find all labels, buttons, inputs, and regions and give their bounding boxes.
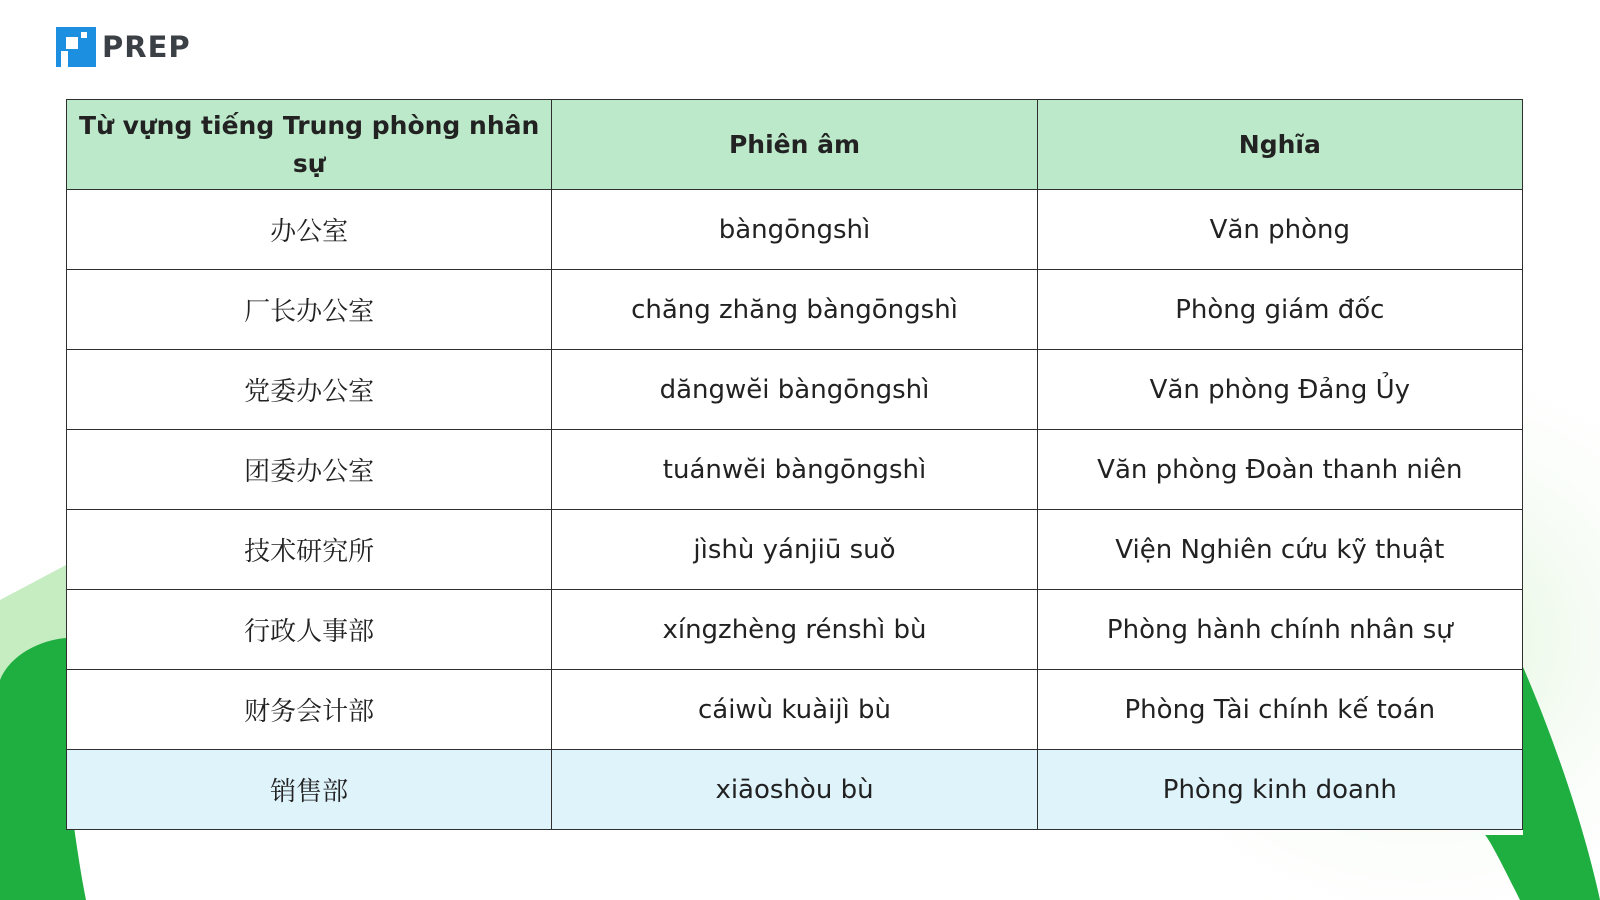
table-header-row: [67, 100, 1523, 190]
vocabulary-table: [66, 99, 1523, 830]
vocabulary-cell: 办公室: [67, 190, 552, 270]
meaning-cell: Văn phòng: [1037, 190, 1522, 270]
pronunciation-cell: tuánwĕi bàngōngshì: [552, 430, 1037, 510]
prep-logo-icon: [56, 27, 96, 67]
vocabulary-cell: 行政人事部: [67, 590, 552, 670]
pronunciation-cell: dăngwĕi bàngōngshì: [552, 350, 1037, 430]
pronunciation-cell: xiāoshòu bù: [552, 750, 1037, 830]
vocabulary-cell: 销售部: [67, 750, 552, 830]
vocabulary-cell: 技术研究所: [67, 510, 552, 590]
column-header-meaning: Nghĩa: [1037, 100, 1522, 190]
pronunciation-cell: bàngōngshì: [552, 190, 1037, 270]
vocabulary-cell: 团委办公室: [67, 430, 552, 510]
meaning-cell: Phòng giám đốc: [1037, 270, 1522, 350]
column-header-pronunciation: Phiên âm: [552, 100, 1037, 190]
column-header-vocabulary: Từ vựng tiếng Trung phòng nhân sự: [67, 100, 552, 190]
meaning-cell: Viện Nghiên cứu kỹ thuật: [1037, 510, 1522, 590]
table-row: [67, 510, 1523, 590]
meaning-cell: Văn phòng Đảng Ủy: [1037, 350, 1522, 430]
table-row: [67, 190, 1523, 270]
meaning-cell: Phòng Tài chính kế toán: [1037, 670, 1522, 750]
prep-logo: [56, 26, 191, 68]
table-row: [67, 430, 1523, 510]
vocabulary-cell: 财务会计部: [67, 670, 552, 750]
meaning-cell: Văn phòng Đoàn thanh niên: [1037, 430, 1522, 510]
meaning-cell: Phòng hành chính nhân sự: [1037, 590, 1522, 670]
meaning-cell: Phòng kinh doanh: [1037, 750, 1522, 830]
vocabulary-cell: 厂长办公室: [67, 270, 552, 350]
pronunciation-cell: chăng zhăng bàngōngshì: [552, 270, 1037, 350]
table-row: [67, 350, 1523, 430]
table-row: [67, 270, 1523, 350]
brand-name: PREP: [102, 30, 191, 64]
pronunciation-cell: jìshù yánjiū suǒ: [552, 510, 1037, 590]
table-row: [67, 670, 1523, 750]
vocabulary-cell: 党委办公室: [67, 350, 552, 430]
table-row: [67, 590, 1523, 670]
pronunciation-cell: xíngzhèng rénshì bù: [552, 590, 1037, 670]
table-row-highlighted: [67, 750, 1523, 830]
pronunciation-cell: cáiwù kuàijì bù: [552, 670, 1037, 750]
